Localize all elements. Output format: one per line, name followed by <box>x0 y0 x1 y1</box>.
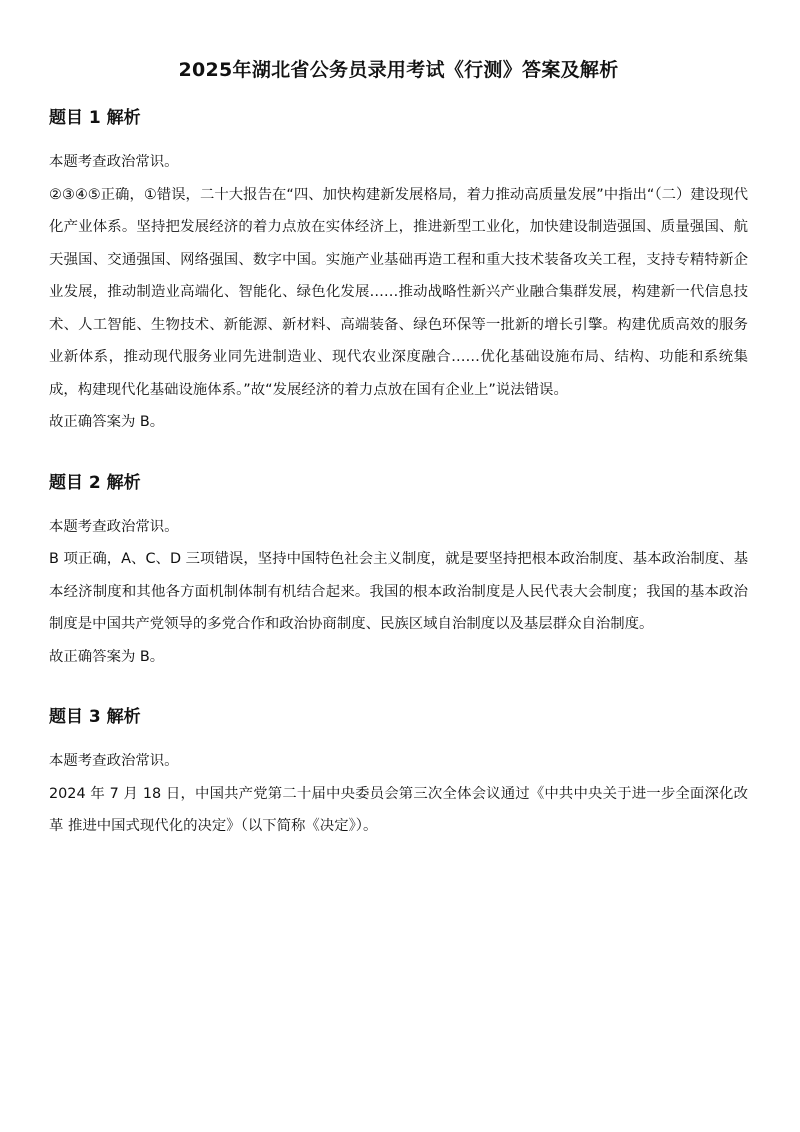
paragraph: 故正确答案为 B。 <box>49 648 165 665</box>
paragraph: 本题考查政治常识。 <box>49 753 179 769</box>
paragraph: B 项正确，A、C、D 三项错误，坚持中国特色社会主义制度，就是要坚持把根本政治制度、基本政治制度、基本经济制度和其他各方面机制体制有机结合起来。我国的根本政治制度是人民代表大会制度；我国的基本政治制度是中国共产党领导的多党合作和政治协商制度、民族区域自治制度以及基层群众自治制度。 <box>49 551 748 632</box>
question-1-analysis <box>49 104 748 439</box>
paragraph: 2024 年 7 月 18 日，中国共产党第二十届中央委员会第三次全体会议通过《中共中央关于进一步全面深化改革 推进中国式现代化的决定》（以下简称《决定》）。 <box>49 785 748 834</box>
paragraph: 本题考查政治常识。 <box>49 154 179 170</box>
paragraph: 本题考查政治常识。 <box>49 518 179 535</box>
paragraph: ②③④⑤正确，①错误，二十大报告在“四、加快构建新发展格局，着力推动高质量发展”中指出“（二）建设现代化产业体系。坚持把发展经济的着力点放在实体经济上，推进新型工业化，加快建设制造强国、质量强国、航天强国、交通强国、网络强国、数字中国。实施产业基础再造工程和重大技术装备攻关工程，支持专精特新企业发展，推动制造业高端化、智能化、绿色化发展……推动战略性新兴产业融合集群发展，构建新一代信息技术、人工智能、生物技术、新能源、新材料、高端装备、绿色环保等一批新的增长引擎。构建优质高效的服务业新体系，推动现代服务业同先进制造业、现代农业深度融合……优化基础设施布局、结构、功能和系统集成，构建现代化基础设施体系。”故“发展经济的着力点放在国有企业上”说法错误。 <box>49 186 748 398</box>
question-2-analysis <box>49 469 748 674</box>
section-heading: 题目 2 解析 <box>49 472 141 493</box>
paragraph: 故正确答案为 B。 <box>49 414 165 430</box>
section-heading: 题目 1 解析 <box>49 108 141 128</box>
document-title: 2025年湖北省公务员录用考试《行测》答案及解析 <box>178 59 619 81</box>
question-3-analysis <box>49 703 748 843</box>
section-heading: 题目 3 解析 <box>49 707 141 727</box>
